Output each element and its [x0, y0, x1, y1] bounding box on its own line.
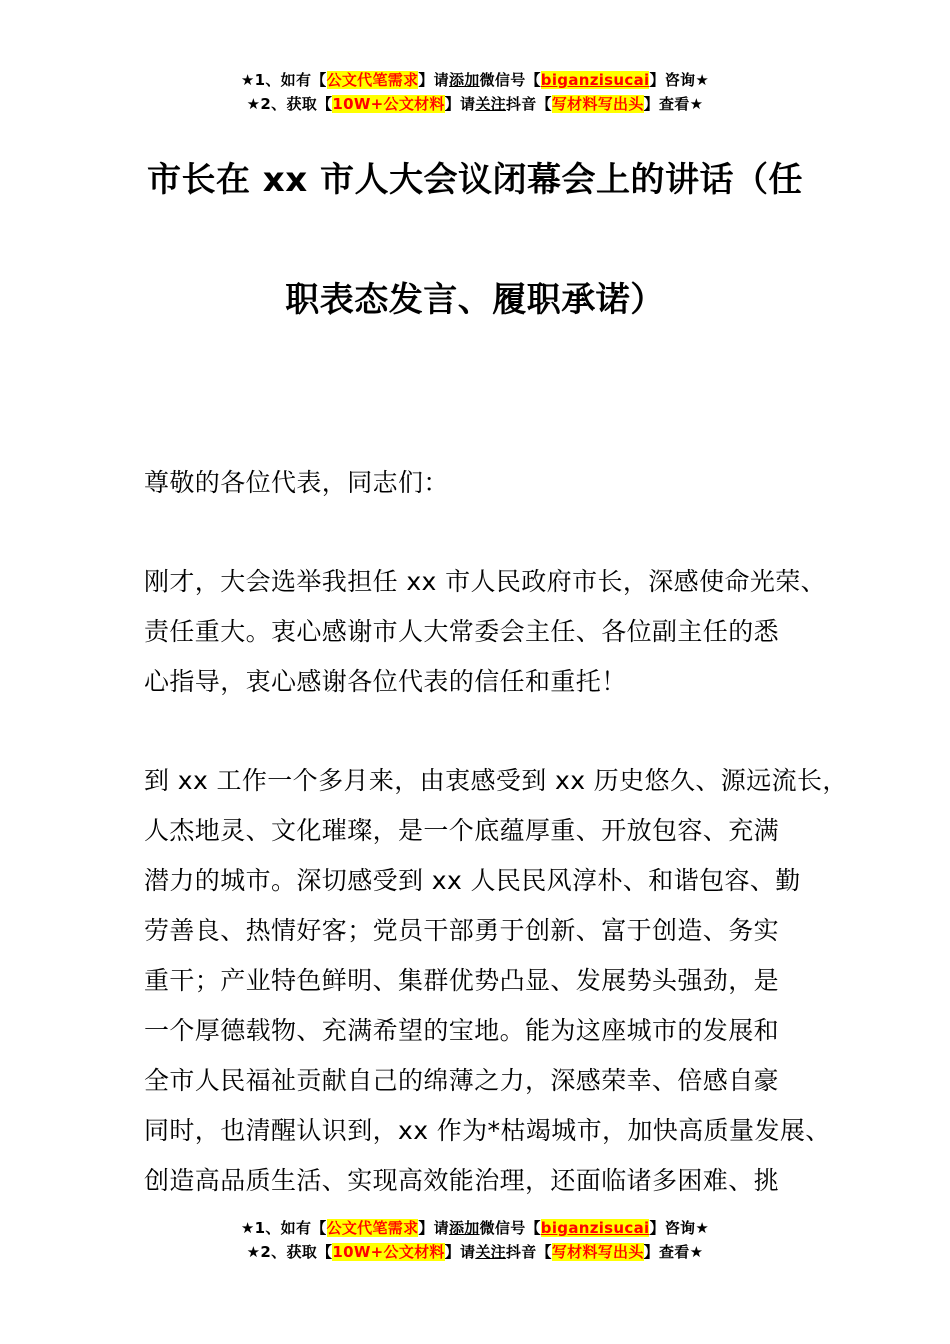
banner-line1-middle: 】请 — [418, 71, 449, 89]
banner-line1-emph: 添加 — [448, 1219, 480, 1237]
banner-line2-prefix: ★2、获取【 — [246, 95, 333, 113]
banner-line1-prefix: ★1、如有【 — [240, 71, 327, 89]
banner-line1-suffix: 】咨询★ — [649, 71, 710, 89]
paragraph-line: 到 xx 工作一个多月来，由衷感受到 xx 历史悠久、源远流长， — [144, 766, 848, 795]
banner-highlight-materials: 10W+公文材料 — [332, 1243, 445, 1261]
paragraph-line: 全市人民福祉贡献自己的绵薄之力，深感荣幸、倍感自豪 — [144, 1066, 780, 1095]
banner-line2-suffix: 】查看★ — [643, 95, 704, 113]
banner-line2-emph: 关注 — [475, 1243, 506, 1261]
banner-line2-middle2: 抖音【 — [505, 95, 552, 113]
banner-line2-middle: 】请 — [444, 95, 476, 113]
banner-highlight-douyin: 写材料写出头 — [551, 1243, 644, 1261]
paragraph-1 — [144, 557, 834, 707]
paragraph-line: 同时，也清醒认识到，xx 作为*枯竭城市，加快高质量发展、 — [144, 1116, 831, 1145]
banner-line1-middle2: 微信号【 — [479, 71, 541, 89]
paragraph-line: 一个厚德载物、充满希望的宝地。能为这座城市的发展和 — [144, 1016, 780, 1045]
banner-highlight-service: 公文代笔需求 — [326, 1219, 419, 1237]
banner-highlight-materials: 10W+公文材料 — [332, 95, 445, 113]
paragraph-line: 刚才，大会选举我担任 xx 市人民政府市长，深感使命光荣、 — [144, 567, 827, 596]
banner-line-1 — [0, 68, 950, 92]
banner-line1-suffix: 】咨询★ — [649, 1219, 710, 1237]
salutation — [144, 458, 834, 508]
paragraph-line: 潜力的城市。深切感受到 xx 人民民风淳朴、和谐包容、勤 — [144, 866, 801, 895]
document-title-line-1: 市长在 xx 市人大会议闭幕会上的讲话（任 — [146, 160, 804, 200]
paragraph-line: 创造高品质生活、实现高效能治理，还面临诸多困难、挑 — [144, 1166, 780, 1195]
salutation-text: 尊敬的各位代表，同志们： — [144, 468, 449, 497]
banner-line-1 — [0, 1216, 950, 1240]
paragraph-line: 责任重大。衷心感谢市人大常委会主任、各位副主任的悉 — [144, 617, 780, 646]
banner-line2-suffix: 】查看★ — [643, 1243, 704, 1261]
banner-line1-middle: 】请 — [418, 1219, 449, 1237]
footer-banner — [0, 1216, 950, 1264]
paragraph-line: 劳善良、热情好客；党员干部勇于创新、富于创造、务实 — [144, 916, 780, 945]
banner-highlight-service: 公文代笔需求 — [326, 71, 419, 89]
banner-line2-middle2: 抖音【 — [505, 1243, 552, 1261]
banner-wechat-id-link[interactable]: biganzisucai — [540, 71, 650, 89]
banner-wechat-id-link[interactable]: biganzisucai — [540, 1219, 650, 1237]
banner-line-2 — [0, 92, 950, 116]
banner-line-2 — [0, 1240, 950, 1264]
paragraph-line: 心指导，衷心感谢各位代表的信任和重托！ — [144, 667, 627, 696]
banner-highlight-douyin: 写材料写出头 — [551, 95, 644, 113]
paragraph-2 — [144, 756, 848, 1206]
banner-line1-prefix: ★1、如有【 — [240, 1219, 327, 1237]
banner-line2-middle: 】请 — [444, 1243, 476, 1261]
banner-line2-emph: 关注 — [475, 95, 506, 113]
document-title-line-2: 职表态发言、履职承诺） — [285, 280, 665, 320]
banner-line2-prefix: ★2、获取【 — [246, 1243, 333, 1261]
banner-line1-emph: 添加 — [448, 71, 480, 89]
paragraph-line: 重干；产业特色鲜明、集群优势凸显、发展势头强劲，是 — [144, 966, 780, 995]
banner-line1-middle2: 微信号【 — [479, 1219, 541, 1237]
paragraph-line: 人杰地灵、文化璀璨，是一个底蕴厚重、开放包容、充满 — [144, 816, 780, 845]
header-banner — [0, 68, 950, 116]
